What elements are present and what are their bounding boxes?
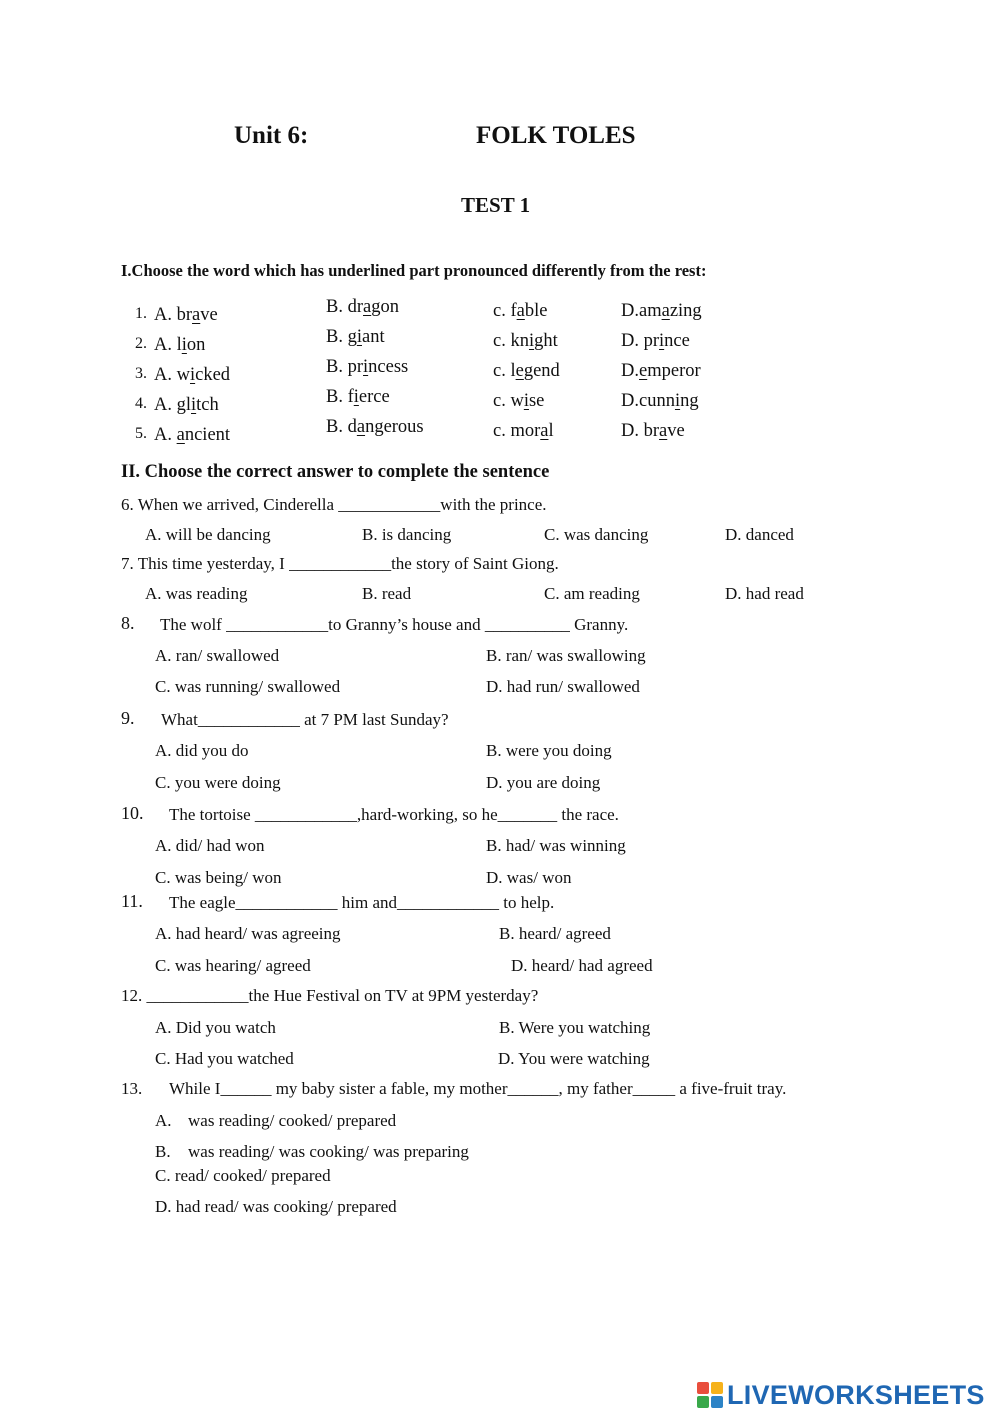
question-9: What____________ at 7 PM last Sunday?	[161, 710, 449, 729]
option-text: D.am	[621, 301, 662, 321]
unit-topic: FOLK TOLES	[476, 122, 636, 149]
q12-option-d: D. You were watching	[498, 1049, 650, 1068]
q6-option-c: C. was dancing	[544, 525, 649, 544]
underlined-part: a	[659, 421, 668, 441]
option-text: D.cunn	[621, 391, 675, 411]
option-text: ght	[534, 331, 558, 351]
q3-option-a	[154, 365, 230, 386]
underlined-part: a	[540, 421, 549, 441]
question-11-number: 11.	[121, 891, 143, 911]
logo-square-3	[697, 1396, 709, 1408]
section-2-heading: II. Choose the correct answer to complete the sentence	[121, 462, 550, 482]
q3-option-c	[493, 361, 560, 382]
underlined-part: e	[639, 361, 648, 381]
question-8: The wolf ____________to Granny’s house and __________ Granny.	[160, 615, 629, 634]
q2-option-c	[493, 331, 558, 352]
option-text: mperor	[647, 361, 701, 381]
q13-option-c: C. read/ cooked/ prepared	[155, 1166, 331, 1185]
option-text: l	[548, 421, 554, 441]
q11-option-c: C. was hearing/ agreed	[155, 956, 311, 975]
q10-option-d: D. was/ won	[486, 868, 572, 887]
option-text: on	[186, 335, 206, 355]
q9-option-a: A. did you do	[155, 741, 249, 760]
logo-square-4	[711, 1396, 723, 1408]
q8-option-a: A. ran/ swallowed	[155, 646, 280, 665]
option-text: gend	[523, 361, 560, 381]
option-text: D. pr	[621, 331, 660, 351]
underlined-part: i	[674, 391, 681, 411]
option-text: B. d	[326, 417, 357, 437]
question-13-number: 13.	[121, 1079, 143, 1098]
question-9-number: 9.	[121, 708, 135, 728]
logo-mark-icon	[697, 1382, 723, 1408]
option-text: zing	[669, 301, 702, 321]
option-text: ng	[680, 391, 699, 411]
question-10: The tortoise ____________,hard-working, so he_______ the race.	[169, 805, 619, 824]
option-text: ve	[200, 305, 218, 325]
underlined-part: i	[523, 391, 529, 411]
question-11: The eagle____________ him and____________ to help.	[169, 893, 555, 912]
underlined-part: i	[659, 331, 665, 351]
option-text: A. w	[154, 365, 190, 385]
underlined-part: i	[528, 331, 535, 351]
q1-option-d	[621, 301, 702, 322]
q4-option-a	[154, 395, 219, 416]
option-text: ve	[667, 421, 685, 441]
logo-square-1	[697, 1382, 709, 1394]
option-text: c. mor	[493, 421, 541, 441]
q9-option-c: C. you were doing	[155, 773, 281, 792]
option-text: nce	[664, 331, 690, 351]
q12-option-c: C. Had you watched	[155, 1049, 294, 1068]
option-text: cked	[195, 365, 231, 385]
option-text: ngerous	[365, 417, 424, 437]
q8-option-c: C. was running/ swallowed	[155, 677, 341, 696]
question-5-number: 5.	[135, 425, 147, 442]
q2-option-a	[154, 335, 205, 356]
q6-option-d: D. danced	[725, 525, 794, 544]
underlined-part: i	[356, 327, 362, 347]
q13-option-a: was reading/ cooked/ prepared	[188, 1111, 397, 1130]
q9-option-d: D. you are doing	[486, 773, 601, 792]
option-text: ncient	[184, 425, 231, 445]
option-text: D.	[621, 361, 639, 381]
question-4-number: 4.	[135, 395, 147, 412]
q12-option-b: B. Were you watching	[499, 1018, 651, 1037]
q13-option-b-letter: B.	[155, 1142, 171, 1161]
underlined-part: i	[353, 387, 359, 407]
underlined-part: e	[515, 361, 524, 381]
q8-option-b: B. ran/ was swallowing	[486, 646, 646, 665]
q11-option-a: A. had heard/ was agreeing	[155, 924, 341, 943]
liveworksheets-logo	[697, 1380, 985, 1410]
q13-option-d: D. had read/ was cooking/ prepared	[155, 1197, 397, 1216]
q13-option-a-letter: A.	[155, 1111, 172, 1130]
underlined-part: a	[176, 425, 185, 445]
q5-option-a	[154, 425, 230, 446]
question-3-number: 3.	[135, 365, 147, 382]
question-13: While I______ my baby sister a fable, my mother______, my father_____ a five-fruit tray.	[169, 1079, 787, 1098]
q2-option-d	[621, 331, 690, 352]
option-text: A. gl	[154, 395, 191, 415]
question-10-number: 10.	[121, 803, 144, 823]
q7-option-a: A. was reading	[145, 584, 248, 603]
option-text: erce	[358, 387, 390, 407]
q5-option-d	[621, 421, 685, 442]
underlined-part: a	[516, 301, 525, 321]
q10-option-a: A. did/ had won	[155, 836, 265, 855]
question-8-number: 8.	[121, 613, 135, 633]
q1-option-c	[493, 301, 547, 322]
q4-option-b	[326, 387, 390, 408]
q10-option-c: C. was being/ won	[155, 868, 282, 887]
option-text: gon	[371, 297, 399, 317]
option-text: D. br	[621, 421, 660, 441]
underlined-part: i	[189, 365, 196, 385]
question-12: 12. ____________the Hue Festival on TV at 9PM yesterday?	[121, 986, 539, 1005]
q7-option-c: C. am reading	[544, 584, 640, 603]
logo-square-2	[711, 1382, 723, 1394]
q12-option-a: A. Did you watch	[155, 1018, 276, 1037]
logo-text: LIVEWORKSHEETS	[727, 1379, 985, 1410]
underlined-part: a	[661, 301, 670, 321]
q5-option-b	[326, 417, 424, 438]
q1-option-a	[154, 305, 218, 326]
q6-option-a: A. will be dancing	[145, 525, 271, 544]
option-text: A.	[154, 425, 177, 445]
option-text: c. w	[493, 391, 524, 411]
option-text: ble	[524, 301, 548, 321]
q2-option-b	[326, 327, 385, 348]
underlined-part: i	[363, 357, 369, 377]
underlined-part: a	[192, 305, 201, 325]
question-2-number: 2.	[135, 335, 147, 352]
q8-option-d: D. had run/ swallowed	[486, 677, 640, 696]
q3-option-b	[326, 357, 408, 378]
q3-option-d	[621, 361, 701, 382]
underlined-part: a	[356, 417, 366, 437]
underlined-part: i	[191, 395, 197, 415]
q11-option-d: D. heard/ had agreed	[511, 956, 653, 975]
q4-option-d	[621, 391, 699, 412]
option-text: c. l	[493, 361, 516, 381]
q10-option-b: B. had/ was winning	[486, 836, 626, 855]
q6-option-b: B. is dancing	[362, 525, 452, 544]
option-text: tch	[196, 395, 219, 415]
unit-label: Unit 6:	[234, 122, 309, 149]
section-1-heading: I.Choose the word which has underlined part pronounced differently from the rest:	[121, 261, 707, 280]
underlined-part: a	[363, 297, 372, 317]
option-text: B. dr	[326, 297, 363, 317]
option-text: A. br	[154, 305, 193, 325]
option-text: B. f	[326, 387, 354, 407]
option-text: B. pr	[326, 357, 363, 377]
q11-option-b: B. heard/ agreed	[499, 924, 611, 943]
underlined-part: i	[181, 335, 187, 355]
option-text: A. l	[154, 335, 182, 355]
option-text: c. kn	[493, 331, 529, 351]
q4-option-c	[493, 391, 544, 412]
test-title: TEST 1	[461, 193, 531, 217]
q1-option-b	[326, 297, 399, 318]
question-6: 6. When we arrived, Cinderella ____________with the prince.	[121, 495, 547, 514]
question-7: 7. This time yesterday, I ____________the story of Saint Giong.	[121, 554, 559, 573]
option-text: B. g	[326, 327, 357, 347]
option-text: se	[528, 391, 545, 411]
q7-option-d: D. had read	[725, 584, 804, 603]
option-text: ant	[361, 327, 385, 347]
option-text: c. f	[493, 301, 517, 321]
q5-option-c	[493, 421, 554, 442]
option-text: ncess	[368, 357, 409, 377]
question-1-number: 1.	[135, 305, 147, 322]
q13-option-b: was reading/ was cooking/ was preparing	[188, 1142, 469, 1161]
q9-option-b: B. were you doing	[486, 741, 612, 760]
q7-option-b: B. read	[362, 584, 412, 603]
